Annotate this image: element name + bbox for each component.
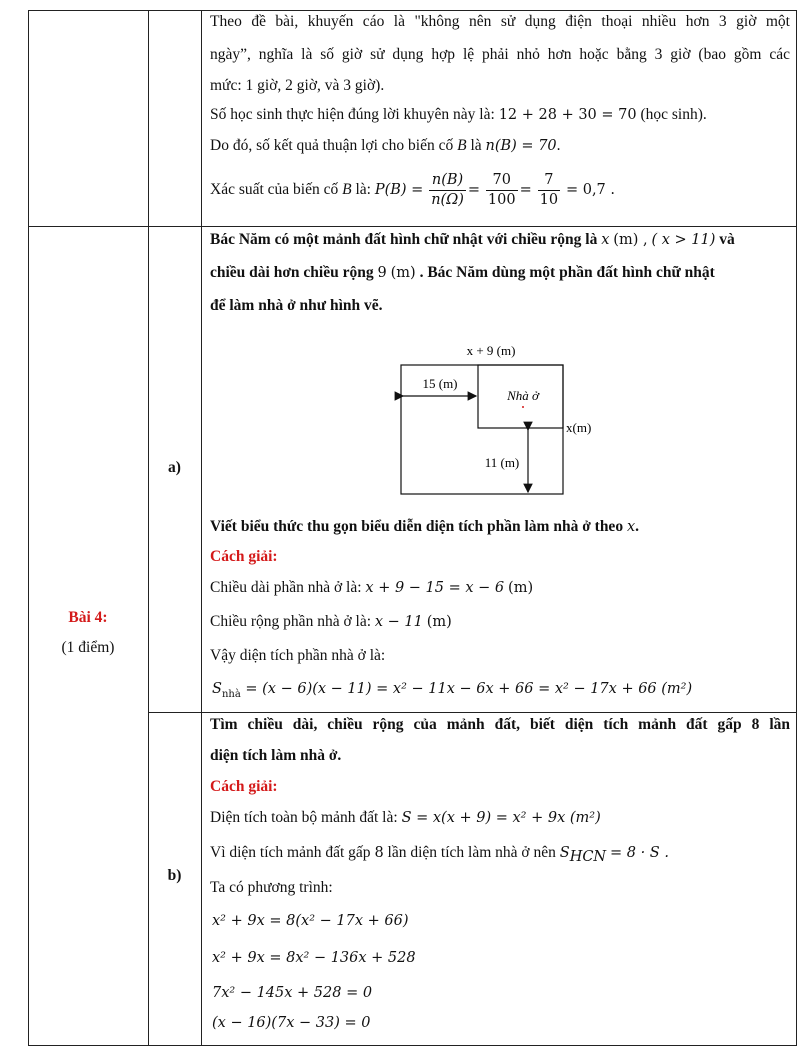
part-b-question-line-1 (210, 715, 790, 735)
part-a-s1-pre: Chiều dài phần nhà ở là: (210, 579, 362, 596)
table-border-bottom (28, 1045, 797, 1046)
intro-line-6-mid: là: (355, 181, 371, 198)
probability-lhs: P(B) = (374, 182, 424, 198)
intro-line-4-post: (học sinh). (640, 106, 707, 123)
part-b-s1-pre: Diện tích toàn bộ mảnh đất là: (210, 809, 398, 826)
intro-line-5: Do đó, số kết quả thuận lợi cho biến cố B là n(B) = 70. (210, 137, 561, 154)
fraction-2-denominator: 100 (487, 191, 516, 208)
part-a-q1-post: và (719, 231, 735, 248)
intro-line-2 (210, 45, 790, 65)
table-divider-col1 (148, 10, 149, 1046)
part-b-q1-text: Tìm chiều dài, chiều rộng của mảnh đất, biết diện tích mảnh đất gấp 8 lần (210, 716, 790, 733)
part-b-s2-rhs: = 8 · S . (610, 845, 669, 861)
intro-line-5-var: B (457, 137, 467, 154)
part-a-s1-math: x + 9 − 15 = x − 6 (365, 580, 505, 596)
part-b-s1-math: S = x(x + 9) = x² + 9x (m²) (401, 810, 601, 826)
fraction-1-numerator: n(B) (429, 171, 466, 191)
equation-4: (x − 16)(7x − 33) = 0 (212, 1015, 371, 1031)
part-a-q2-pre: chiều dài hơn chiều rộng (210, 264, 374, 281)
part-b-solution-title: Cách giải: (210, 778, 278, 795)
part-a-q1-unit: (m) , (613, 232, 648, 248)
part-b-s2-subscript: HCN (569, 849, 607, 866)
intro-line-5-mid: là (470, 137, 482, 154)
part-a-s2-unit: (m) (426, 614, 452, 630)
fraction-3-denominator: 10 (539, 191, 559, 208)
part-a-solution-line-2 (210, 612, 452, 632)
part-b-label: b) (167, 867, 182, 884)
intro-line-4-math: 12 + 28 + 30 = 70 (498, 107, 637, 123)
part-a-s2-pre: Chiều rộng phần nhà ở là: (210, 613, 372, 630)
intro-line-3: mức: 1 giờ, 2 giờ, và 3 giờ). (210, 77, 385, 94)
intro-line-6-pre: Xác suất của biến cố (210, 181, 339, 198)
intro-line-6-var: B (342, 181, 352, 198)
part-b-solution-line-3: Ta có phương trình: (210, 879, 333, 896)
part-b-solution-line-1 (210, 808, 601, 828)
part-a-q2-unit: (m) (390, 265, 416, 281)
part-a-label: a) (168, 459, 181, 476)
part-a-area-subscript: nhà (221, 688, 241, 700)
table-border-right (796, 10, 797, 1046)
table-border-left (28, 10, 29, 1046)
part-a-s1-unit: (m) (508, 580, 534, 596)
house-dot (522, 406, 524, 408)
problem-label: Bài 4: (68, 609, 108, 626)
table-divider-col2 (201, 10, 202, 1046)
part-a-area-expression: = (x − 6)(x − 11) = x² − 11x − 6x + 66 = x² − 17x + 66 (m²) (245, 681, 693, 697)
part-a-s2-math: x − 11 (374, 614, 423, 630)
part-b-solution-line-2 (210, 843, 669, 866)
part-b-question-line-2: diện tích làm nhà ở. (210, 747, 342, 764)
fraction-nB-nOmega (429, 171, 466, 210)
part-a-ask-pre: Viết biểu thức thu gọn biểu diễn diện tích phần làm nhà ở theo (210, 518, 624, 535)
part-a-question-line-1 (210, 230, 735, 250)
intro-line-2-text: ngày”, nghĩa là số giờ sử dụng hợp lệ phải nhỏ hơn hoặc bằng 3 giờ (bao gồm các (210, 46, 790, 63)
part-a-q2-post: . Bác Năm dùng một phần đất hình chữ nhật (419, 264, 715, 281)
part-a-solution-title: Cách giải: (210, 548, 278, 565)
part-b-s2-mid: lần diện tích làm nhà ở nên (387, 844, 556, 861)
label-x-m: x(m) (566, 420, 592, 435)
intro-line-5-math: n(B) = 70 (485, 138, 557, 154)
intro-line-6: Xác suất của biến cố B là: P(B) = $\frac{n(B)}{n(\Omega)}$ = $\frac{70}{100}$ = $\frac{7}{10}$ = 0,7 . (210, 171, 616, 208)
label-x-plus-9: x + 9 (m) (466, 343, 516, 358)
land-plot-figure (380, 338, 610, 500)
table-subrow-divider (148, 712, 797, 713)
fraction-2-numerator: 70 (486, 171, 518, 191)
problem-points: (1 điểm) (61, 639, 115, 656)
part-a-ask (210, 517, 639, 537)
intro-line-1 (210, 12, 790, 32)
fraction-70-100 (486, 171, 518, 210)
part-b-s2-num: 8 (374, 845, 384, 861)
equation-1: x² + 9x = 8(x² − 17x + 66) (212, 913, 409, 929)
equation-3: 7x² − 145x + 528 = 0 (212, 985, 373, 1001)
part-a-q1-condition: ( x > 11) (651, 232, 716, 248)
probability-result: = 0,7 . (565, 182, 616, 198)
label-15m: 15 (m) (422, 376, 458, 391)
intro-line-5-pre: Do đó, số kết quả thuận lợi cho biến cố (210, 137, 454, 154)
part-a-question-line-3: để làm nhà ở như hình vẽ. (210, 297, 383, 314)
part-a-area-symbol: S (212, 681, 222, 697)
intro-line-4-pre: Số học sinh thực hiện đúng lời khuyên này là: (210, 106, 495, 123)
intro-line-4 (210, 105, 707, 125)
part-b-s2-pre: Vì diện tích mảnh đất gấp (210, 844, 371, 861)
part-b-s2-symbol: S (559, 845, 570, 861)
fraction-1-denominator: n(Ω) (431, 191, 464, 208)
part-a-solution-line-3: Vậy diện tích phần nhà ở là: (210, 647, 386, 664)
equation-2: x² + 9x = 8x² − 136x + 528 (212, 950, 416, 966)
part-a-ask-var: x (626, 519, 636, 535)
fraction-7-10 (538, 171, 560, 210)
part-a-question-line-2 (210, 263, 715, 283)
part-a-q1-var: x (601, 232, 610, 248)
intro-line-1-text: Theo đề bài, khuyến cáo là "không nên sử dụng điện thoại nhiều hơn 3 giờ một (210, 13, 790, 30)
table-border-top (28, 10, 797, 11)
fraction-3-numerator: 7 (538, 171, 560, 191)
table-row-divider (28, 226, 797, 227)
part-a-solution-line-1 (210, 578, 533, 598)
part-a-ask-post: . (635, 518, 640, 535)
label-11m: 11 (m) (484, 455, 520, 470)
part-a-solution-area (212, 679, 692, 699)
part-a-q2-num: 9 (377, 265, 387, 281)
part-a-q1-pre: Bác Năm có một mảnh đất hình chữ nhật với chiều rộng là (210, 231, 598, 248)
label-house: Nhà ở (507, 388, 539, 403)
